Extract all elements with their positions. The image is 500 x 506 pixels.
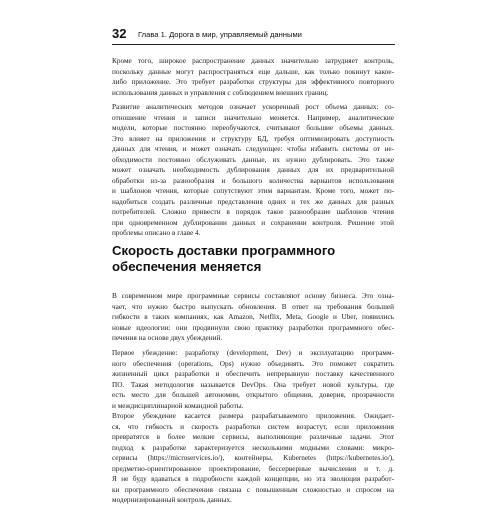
text-line: и междисциплинарной командной работы. [112,401,244,410]
text-line: обходимости постоянно обслуживать данные, их нужно дублировать. Это также [112,155,394,164]
text-line: может означать необходимость дублирования данных для их предварительной [112,166,394,174]
text-line: надобиться создать различные представления одних и тех же данных для разных [112,197,394,206]
chapter-title: Глава 1. Дорога в мир, управляемый данными [138,30,302,39]
text-line: Кроме того, широкое распространение данных значительно затрудняет контроль, [112,57,394,65]
text-line: модели, которые постоянно переобучаются, считывают большие объемы данных. [112,124,394,132]
paragraph-5 [112,411,394,506]
text-line: поскольку данные могут распространяться еще дальше, как только покинут какое- [112,67,394,76]
paragraph-3 [112,291,394,344]
text-line: В современном мире программные сервисы составляют основу бизнеса. Это озна- [112,292,394,300]
page-number: 32 [112,26,127,41]
text-line: отношение чтения и записи значительно меняется. Например, аналитические [112,113,394,122]
text-line: Второе убеждение касается размера разрабатываемого приложения. Ожидает- [112,412,394,420]
text-line: потребителей. Сложно привести в порядок такое разнообразие шаблонов чтения [112,208,394,216]
paragraph-2 [112,102,394,239]
paragraph-1 [112,56,394,98]
running-header [112,27,395,49]
text-line: предметно-ориентированное проектирование, бессерверные вычисления и т. д. [112,464,394,473]
text-line: печения на основе двух убеждений. [112,334,223,342]
text-line: сервисы (https://microservices.io/), контейнеры, Kubernetes (https://kubernetes.io/), [112,454,394,462]
text-line: есть место для большей автономии, открытого общения, доверия, прозрачности [112,391,394,399]
text-line: подход к разработке характеризуется несколькими модными словами: микро- [112,443,394,452]
paragraph-4 [112,348,394,411]
text-line: гибкости в таких компаниях, как Amazon, Netflix, Meta, Google и Uber, появились [112,313,394,321]
text-line: ПО. Такая методология называется DevOps. Она требует новой культуры, где [112,380,394,389]
text-line: ся, что гибкость и скорость разработки систем возрастут, если приложения [112,422,394,431]
text-line: при одновременном дублировании данных и сохранении контроля. Решение этой [112,218,394,227]
text-line: новые идеологии: они продвинули свою практику разработки программного обес- [112,323,394,332]
text-line: использования данных и управления с соблюдением внешних границ. [112,88,329,97]
text-line: обработки из-за разнообразия и большого количества вариантов использования [112,176,394,185]
text-line: Я не буду вдаваться в подробности каждой концепции, но эта эволюция разработ- [112,475,394,483]
text-line: чает, что нужно быстро выпускать обновления. В ответ на требования большей [112,302,394,311]
text-line: ного обеспечения (operations, Ops) нужно объединять. Это поможет сократить [112,359,394,368]
heading-line: обеспечения меняется [112,259,262,274]
text-line: Развитие аналитических методов означает ускоренный рост объема данных: со- [112,103,394,111]
text-line: Это влияет на приложения и структуру БД, требуя оптимизировать доступность [112,134,394,143]
text-line: проблемы описано в главе 4. [112,229,201,237]
text-line: либо приложение. Это требует разработки структуры для эффективного повторного [112,78,394,86]
header-rule [112,44,395,45]
text-line: превратятся в более мелкие сервисы, выполняющие различные задачи. Этот [112,433,394,441]
section-heading [112,243,394,275]
text-line: Первое убеждение: разработку (development, Dev) и эксплуатацию программ- [112,349,394,357]
heading-line: Скорость доставки программного [112,243,336,258]
text-line: данных для чтения, и может означать следующее: чтобы избавить системы от не- [112,145,394,153]
text-line: ки программного обеспечения связана с повышенным сложностью и спросом на [112,485,394,494]
text-line: жизненный цикл разработки и обеспечить непрерывную поставку качественного [112,370,394,378]
text-line: модернизированный контроль данных. [112,496,232,504]
text-line: и шаблонов чтения, которые сопутствуют этим вариантам. Кроме того, может по- [112,187,394,195]
